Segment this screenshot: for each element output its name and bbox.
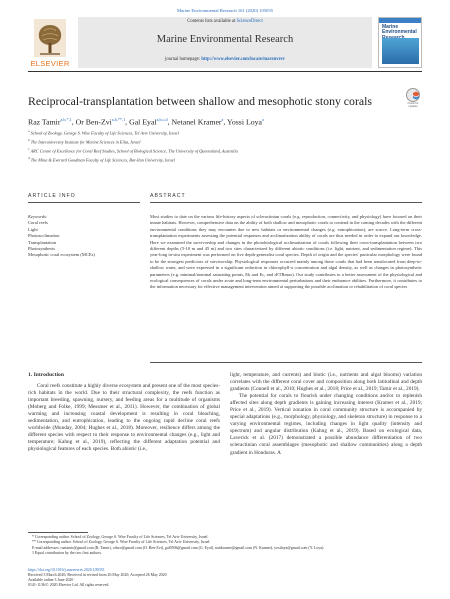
cover-band [379,18,421,23]
affiliations [28,128,422,164]
author-affiliation-sup[interactable]: a,b,**,1 [111,117,126,122]
affiliation-text: School of Zoology, George S. Wise Faculty of Life Sciences, Tel Aviv University, Israel [30,130,179,136]
journal-masthead [28,17,422,68]
affiliation-text: The Mina & Everard Goodman Faculty of Life Sciences, Bar-Ilan University, Israel [30,157,175,163]
crossmark-glyph [412,91,420,100]
affiliation-sup: d [28,156,30,161]
footnote-item: E-mail addresses: raztamir@gmail.com (R. Tamir), orbzv@gmail.com (O. Ben-Zvi), gal0506@gmail.com (G. Eyal), natikramer@gmail.com (N. Kramer), yosiloya@gmail.com (Y. Loya). [32,545,325,550]
footnote-item: * Corresponding author. School of Zoology, George S. Wise Faculty of Life Sciences, Tel Aviv University, Israel. [32,535,209,539]
cover-image [382,38,419,64]
body-column-right [230,372,422,457]
article-info-rule [28,202,140,203]
footnotes [28,535,422,556]
affiliation-sup: c [28,147,30,152]
crossmark-icon [406,88,420,102]
author-separator: , [125,117,130,127]
copyright-line: 0141-1136/© 2020 Elsevier Ltd. All rights reserved. [28,583,110,588]
author-name: Yossi Loya [227,117,262,127]
footnote-item: 1 Equal contribution by the two first authors. [32,550,103,555]
publisher-name: ELSEVIER [30,59,70,68]
keyword-item: Transplantation [28,239,57,245]
keyword-item: Photosynthesis [28,246,56,252]
author-name: Gal Eyal [129,117,157,127]
footnote-item: ** Corresponding author. School of Zoology, George S. Wise Faculty of Life Sciences, Tel Aviv University, Israel. [32,540,211,545]
affiliation-sup: b [28,138,30,143]
affiliation-text: The Interuniversity Institute for Marine Sciences in Eilat, Israel [30,139,141,145]
author-affiliation-sup[interactable]: a,b,*,1 [60,117,72,122]
body-paragraph: Coral reefs constitute a highly diverse ecosystem and present one of the most species-rich habitats in the world. Due to their structural complexity, the reefs function as important breeding, spawning, nursery, and feeding areas for a multitude of organisms (Moberg and Folke, 1999; Messmer et al., 2011). However, the combination of global warming and increasing coastal development is resulting in coral bleaching, sedimentation, and eutrophication, leading to the ongoing rapid decline coral reefs worldwide (Munday, 2004; Hughes et al., 2018). Moreover, resilience differs among the different species with respect to their response to environmental changes (e.g., light and temperature; Kahng et al., 2019), reflecting the different adaptation potential and physiological features of each species. Both abiotic (i.e., [28,383,220,453]
keywords-heading: Keywords: [28,214,48,219]
homepage-line [78,57,372,62]
introduction-heading: 1. Introduction [28,372,64,378]
body-paragraph: The potential for corals to flourish under changing conditions and/or to replenish affected sites along depth gradients is gaining increasing interest (Kramer et al., 2019; Price et al., 2019). Vertical zonation in coral community structure is accompanied by special adaptations (e.g., morphology, physiology, and skeleton structure) in response to a varying environmental regimes, including changes in light quality (intensity and spectrum) and angular distribution (Kahng et al., 2019). Based on ecological data, Laverick et al. (2017) demonstrated a possible abundance differentiation of two scleractinian coral assemblages (mesophotic and shallow communities) along a depth gradient in Honduras. A [230,393,422,456]
crossmark-button[interactable] [404,88,422,108]
affiliation-text: ARC Centre of Excellence for Coral Reef Studies, School of Biological Science, The University of Queensland, Australia [30,148,238,154]
publication-info [28,568,422,588]
affiliation-item [28,128,422,137]
keywords-list [28,214,140,259]
affiliation-item [28,155,422,164]
journal-cover-icon[interactable] [378,17,422,68]
abstract-end-rule [150,362,422,363]
author-list [28,117,422,127]
author-affiliation-sup[interactable]: a [261,117,264,122]
keyword-item: Light [28,226,38,232]
author-separator: , [71,117,76,127]
author-separator: , [223,117,228,127]
affiliation-item [28,137,422,146]
keyword-item: Photoacclimation [28,233,60,239]
publisher-logo[interactable] [28,17,72,68]
masthead-banner [78,17,372,68]
contents-line [78,19,372,24]
footnote-rule [28,532,88,533]
affiliation-sup: a [28,129,30,133]
keyword-item: Mesophotic coral ecosystem (MCEs) [28,252,95,258]
online-date: Available online 3 June 2020 [28,578,74,583]
keyword-item: Coral reefs [28,220,48,226]
journal-reference[interactable]: Marine Environmental Research 161 (2020) 105035 [176,8,274,13]
cover-title: Marine Environmental [382,24,417,36]
history-dates: Received 3 March 2020; Received in revised form 26 May 2020; Accepted 26 May 2020 [28,573,167,578]
masthead-rule [28,71,422,72]
elsevier-tree-icon [34,19,66,57]
author-separator: , [167,117,172,127]
affiliation-item [28,146,422,155]
body-paragraph: light, temperature, and currents) and biotic (i.e., nutrients and algal blooms) variation correlates with the different coral cover and composition along both latitudinal and depth gradients (Connell et al., 2010; Hughes et al., 2018; Price et al., 2019; Tamir et al., 2019). [230,372,422,393]
article-info-heading: ARTICLE INFO [28,193,76,199]
author-name: Netanel Kramer [171,117,222,127]
abstract-text: Most studies to date on the various life-history aspects of scleractinian corals (e.g. reproduction, connectivity, and physiology) have focused on their innate habitats. However, comprehensive data on the ability of both shallow and mesophotic corals to contend in the coming decades with the different environmental conditions they may encounter due to new habitats or environmental changes (e.g. eutrophication), are scarce. Long-term cross-transplantation experiments assessing the potential responses and acclimatization ability of corals are thus needed in order to expand our knowledge. Here we examined the survivorship and changes in the photobiological acclimatization of corals following their cross-transplantation between two different depths (5-10 m and 45 m) and two sites characterized by different abiotic conditions (i.e. light, nutrient, and sedimentation regime). This year-long in-situ experiment was performed on five depth-generalist coral species. Depth of origin and the species' particular morphology were found to be the strongest predictors of survivorship. Physiological responses occurred mainly among those corals that had been translocated from deep-to-shallow water, and were expressed in a significant reduction in chlorophyll-a concentration and algal density, as well as changes in photosynthetic parameters (e.g. minimal/nominal saturating points, Ek and Ec, and rETRmax). Our study contributes to a better assessment of the physiological and ecological consequences of corals under acute and long-term environmental perturbations and their endurance abilities. Furthermore, it contributes to the information necessary for effective management intervention aimed at supporting the possible acclimation or rehabilitation of coral species [150,214,422,290]
homepage-link[interactable]: http://www.elsevier.com/locate/marenvrev [201,57,285,62]
abstract-heading: ABSTRACT [150,193,186,199]
author-affiliation-sup[interactable]: a [221,117,224,122]
author-name: Or Ben-Zvi [75,117,112,127]
body-column-left [28,372,220,454]
author-name: Raz Tamir [28,117,61,127]
article-title: Reciprocal-transplantation between shallow and mesophotic stony corals [28,94,372,108]
contents-prefix: Contents lists available at [187,19,237,24]
author-affiliation-sup[interactable]: a,b,c,d [156,117,168,122]
sciencedirect-link[interactable]: ScienceDirect [236,19,263,24]
doi-link[interactable]: https://doi.org/10.1016/j.marenvres.2020.105035 [28,568,105,572]
section-headings [28,193,422,203]
abstract-rule [150,202,422,203]
crossmark-label [404,102,422,108]
crossmark-label-line2: updates [408,105,418,108]
journal-title: Marine Environmental Research [156,34,294,45]
crossmark-label-line1: Check for [407,102,419,105]
homepage-label: journal homepage: [165,57,202,62]
